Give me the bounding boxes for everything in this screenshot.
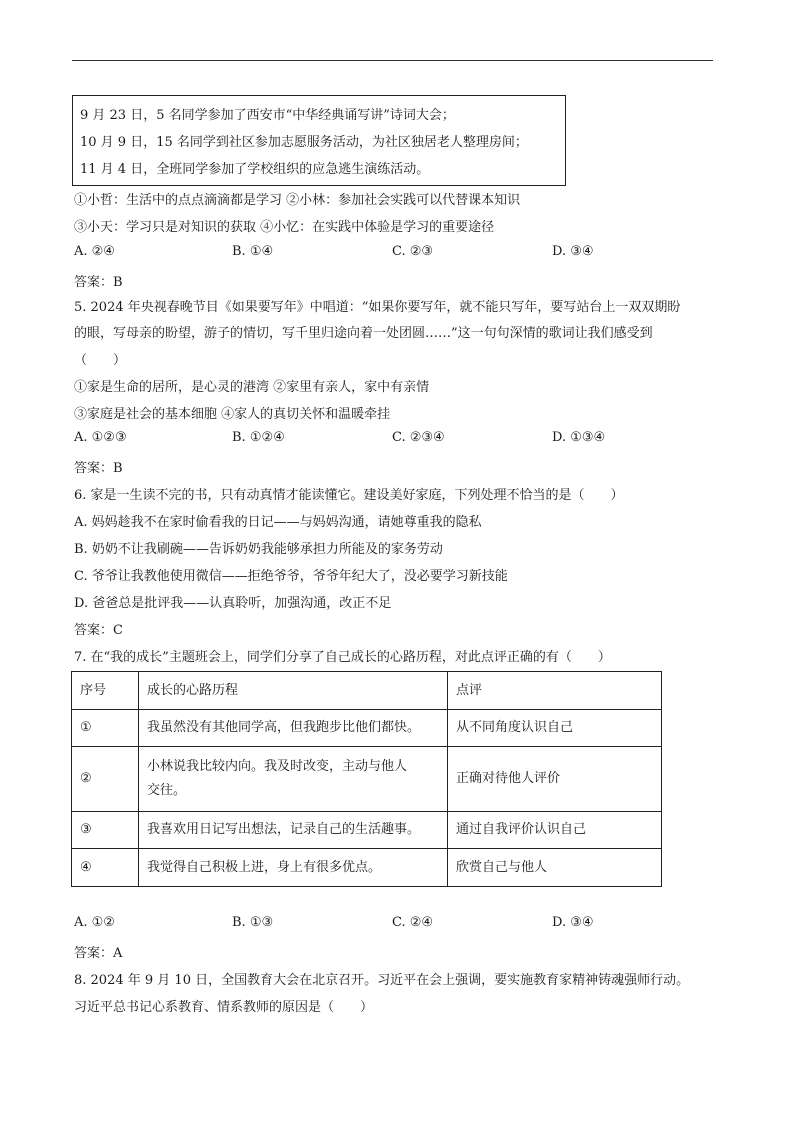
table-cell: ④ — [72, 849, 139, 887]
table-row — [72, 747, 662, 812]
q5-option-a[interactable]: A. ①②③ — [74, 430, 127, 445]
activity-line: 11 月 4 日，全班同学参加了学校组织的应急逃生演练活动。 — [80, 162, 430, 177]
table-cell: 我虽然没有其他同学高，但我跑步比他们都快。 — [139, 710, 448, 747]
table-row — [72, 849, 662, 887]
q5-option-d[interactable]: D. ①③④ — [552, 430, 606, 445]
q8-stem: 习近平总书记心系教育、情系教师的原因是（ ） — [74, 1000, 374, 1015]
table-header: 点评 — [448, 672, 662, 710]
table-cell: 我喜欢用日记写出想法，记录自己的生活趣事。 — [139, 812, 448, 849]
q6-option-b[interactable]: B. 奶奶不让我刷碗——告诉奶奶我能够承担力所能及的家务劳动 — [74, 542, 443, 557]
activity-line: 10 月 9 日，15 名同学到社区参加志愿服务活动，为社区独居老人整理房间； — [80, 135, 528, 150]
growth-review-table — [71, 671, 662, 887]
table-cell: 小林说我比较内向。我及时改变，主动与他人交往。 — [139, 747, 448, 812]
q4-statement: ①小哲：生活中的点点滴滴都是学习 ②小林：参加社会实践可以代替课本知识 — [74, 193, 521, 208]
q7-option-a[interactable]: A. ①② — [74, 915, 115, 930]
table-row — [72, 812, 662, 849]
table-header: 序号 — [72, 672, 139, 710]
table-cell: 通过自我评价认识自己 — [448, 812, 662, 849]
q4-option-a[interactable]: A. ②④ — [74, 244, 115, 259]
q8-stem: 8. 2024 年 9 月 10 日，全国教育大会在北京召开。习近平在会上强调，要实施教育家精神铸魂强师行动。 — [74, 973, 690, 988]
q4-option-d[interactable]: D. ③④ — [552, 244, 594, 259]
q6-stem: 6. 家是一生读不完的书，只有动真情才能读懂它。建设美好家庭，下列处理不恰当的是（ ） — [74, 488, 624, 503]
table-cell: ③ — [72, 812, 139, 849]
q5-option-b[interactable]: B. ①②④ — [232, 430, 285, 445]
activity-record-box — [72, 95, 566, 186]
q4-statement: ③小天：学习只是对知识的获取 ④小忆：在实践中体验是学习的重要途径 — [74, 220, 495, 235]
q7-option-d[interactable]: D. ③④ — [552, 915, 594, 930]
table-cell: ② — [72, 747, 139, 812]
q5-stem: （ ） — [74, 353, 127, 368]
table-row — [72, 710, 662, 747]
header-rule — [72, 60, 713, 61]
table-header-row — [72, 672, 662, 710]
q6-option-c[interactable]: C. 爷爷让我教他使用微信——拒绝爷爷，爷爷年纪大了，没必要学习新技能 — [74, 569, 508, 584]
table-cell: 正确对待他人评价 — [448, 747, 662, 812]
q5-option-c[interactable]: C. ②③④ — [392, 430, 445, 445]
q5-statement: ①家是生命的居所，是心灵的港湾 ②家里有亲人，家中有亲情 — [74, 380, 430, 395]
q5-stem: 的眼，写母亲的盼望，游子的情切，写千里归途向着一处团圆……”这一句句深情的歌词让我们感受到 — [74, 326, 653, 341]
table-cell: 从不同角度认识自己 — [448, 710, 662, 747]
q7-option-c[interactable]: C. ②④ — [392, 915, 434, 930]
table-header: 成长的心路历程 — [139, 672, 448, 710]
table-cell: 欣赏自己与他人 — [448, 849, 662, 887]
table-cell: ① — [72, 710, 139, 747]
q7-stem: 7. 在“我的成长”主题班会上，同学们分享了自己成长的心路历程，对此点评正确的有（ ） — [74, 650, 611, 665]
q6-answer: 答案：C — [74, 623, 123, 638]
q6-option-d[interactable]: D. 爸爸总是批评我——认真聆听，加强沟通，改正不足 — [74, 596, 392, 611]
q4-option-b[interactable]: B. ①④ — [232, 244, 274, 259]
q4-answer: 答案：B — [74, 275, 123, 290]
q5-statement: ③家庭是社会的基本细胞 ④家人的真切关怀和温暖牵挂 — [74, 407, 391, 422]
q7-answer: 答案：A — [74, 946, 123, 961]
table-cell: 我觉得自己积极上进，身上有很多优点。 — [139, 849, 448, 887]
q4-option-c[interactable]: C. ②③ — [392, 244, 434, 259]
q5-answer: 答案：B — [74, 461, 123, 476]
activity-line: 9 月 23 日，5 名同学参加了西安市“中华经典诵写讲”诗词大会； — [80, 108, 455, 123]
q7-option-b[interactable]: B. ①③ — [232, 915, 274, 930]
q6-option-a[interactable]: A. 妈妈趁我不在家时偷看我的日记——与妈妈沟通，请她尊重我的隐私 — [74, 515, 482, 530]
q5-stem: 5. 2024 年央视春晚节目《如果要写年》中唱道：“如果你要写年，就不能只写年，要写站台上一双双期盼 — [74, 300, 681, 315]
